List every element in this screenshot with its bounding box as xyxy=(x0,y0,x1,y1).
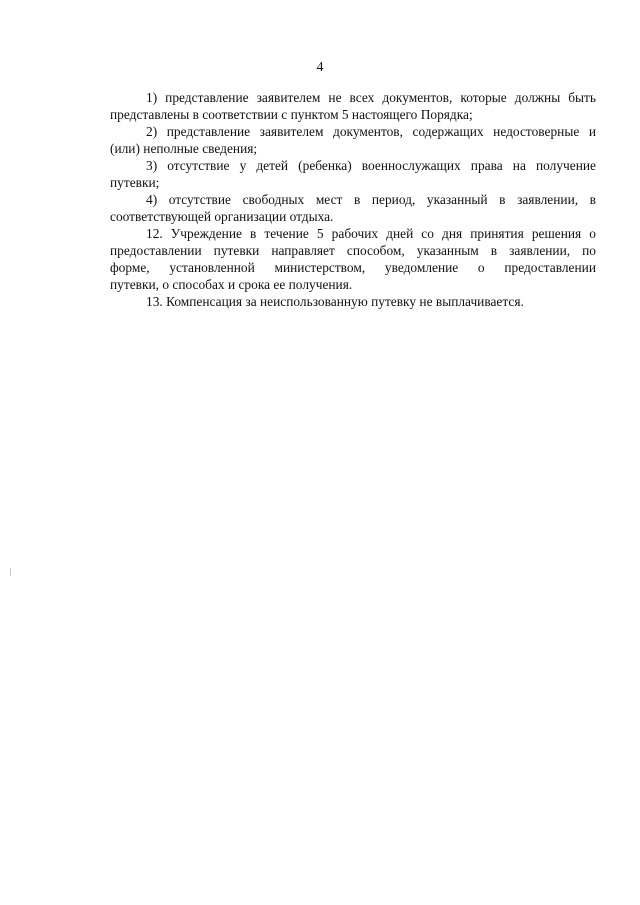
paragraph-line: представлены в соответствии с пунктом 5 настоящего Порядка; xyxy=(110,107,473,122)
paragraph-item-2 xyxy=(110,123,596,157)
document-body xyxy=(110,89,596,310)
paragraph-line: 12. Учреждение в течение 5 рабочих дней со дня принятия решения о xyxy=(146,226,596,241)
paragraph-line: форме, установленной министерством, уведомление о предоставлении xyxy=(110,260,596,275)
paragraph-line: путевки, о способах и срока ее получения. xyxy=(110,277,353,292)
paragraph-section-13 xyxy=(110,293,596,310)
paragraph-line: 3) отсутствие у детей (ребенка) военнослужащих права на получение xyxy=(146,158,596,173)
paragraph-line: 1) представление заявителем не всех документов, которые должны быть xyxy=(146,90,596,105)
paragraph-line: соответствующей организации отдыха. xyxy=(110,209,334,224)
paragraph-item-1 xyxy=(110,89,596,123)
paragraph-section-12 xyxy=(110,225,596,293)
paragraph-line: 4) отсутствие свободных мест в период, указанный в заявлении, в xyxy=(146,192,596,207)
paragraph-line: путевки; xyxy=(110,175,160,190)
paragraph-line: 2) представление заявителем документов, содержащих недостоверные и xyxy=(146,124,596,139)
page-number: 4 xyxy=(316,60,324,75)
paragraph-line: предоставлении путевки направляет способом, указанным в заявлении, по xyxy=(110,243,596,258)
paragraph-line: (или) неполные сведения; xyxy=(110,141,258,156)
paragraph-line: 13. Компенсация за неиспользованную путевку не выплачивается. xyxy=(146,294,524,309)
scan-artifact xyxy=(10,568,11,576)
paragraph-item-4 xyxy=(110,191,596,225)
paragraph-item-3 xyxy=(110,157,596,191)
